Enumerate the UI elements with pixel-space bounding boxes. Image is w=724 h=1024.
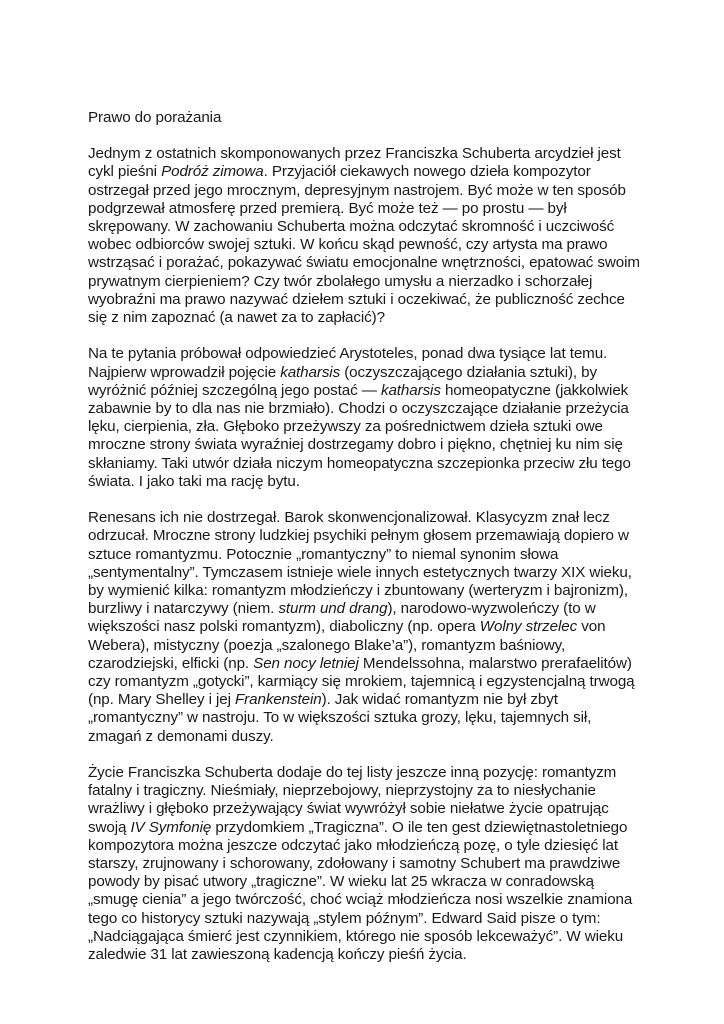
italic-text: katharsis: [280, 363, 341, 381]
text-run: von Webera), mistyczny (poezja „szalonego Blake’a”), romantyzm baśniowy, czarodziejski, elficki (np.: [88, 618, 606, 672]
italic-text: katharsis: [380, 381, 441, 399]
text-run: . Przyjaciół ciekawych nowego dzieła kompozytor ostrzegał przed jego mrocznym, depresyjnym nastrojem. Być może w ten sposób podgrzewał atmosferę przed premierą. Być może też — po prostu — był skrępowany. W zachowaniu Schuberta można odczytać skromność i uczciwość wobec odbiorców swojej sztuki. W końcu skąd pewność, czy artysta ma prawo wstrząsać i porażać, pokazywać światu emocjonalne wnętrzności, epatować swoim prywatnym cierpieniem? Czy twór zbolałego umysłu a nierzadko i schorzałej wyobraźni ma prawo nazywać dziełem sztuki i oczekiwać, że publiczność zechce się z nim zapoznać (a nawet za to zapłacić)?: [88, 163, 640, 327]
paragraph: [88, 509, 648, 746]
text-run: homeopatyczne (jakkolwiek zabawnie by to dla nas nie brzmiało). Chodzi o oczyszczające działanie przeżycia lęku, cierpienia, zła. Głęboko przeżywszy za pośrednictwem dzieła sztuki owe mroczne strony świata wyraźniej dostrzegamy dobro i piękno, chętniej ku nim się skłaniamy. Taki utwór działa niczym homeopatyczna szczepionka przeciw złu tego świata. I jako taki ma rację bytu.: [88, 381, 631, 490]
paragraph: [88, 345, 648, 491]
italic-text: Frankenstein: [235, 691, 322, 709]
paragraph: [88, 764, 648, 964]
text-run: ). Jak widać romantyzm nie był zbyt „romantyczny” w nastroju. To w większości sztuka grozy, lęku, tajemnych sił, zmagań z demonami duszy.: [88, 691, 592, 745]
document-page: [88, 109, 648, 982]
text-run: Życie Franciszka Schuberta dodaje do tej listy jeszcze inną pozycję: romantyzm fatalny i tragiczny. Nieśmiały, nieprzebojowy, nieprzystojny za to niesłychanie wrażliwy i głęboko przeżywający świat wywróżył sobie niełatwe życie opatrując swoją: [88, 764, 617, 836]
text-run: przydomkiem „Tragiczna”. O ile ten gest dziewiętnastoletniego kompozytora można jeszcze odczytać jako młodzieńczą pozę, o tyle dziesięć lat starszy, zrujnowany i schorowany, zdołowany i samotny Schubert ma prawdziwe powody by pisać utwory „tragiczne”. W wieku lat 25 wkracza w conradowską „smugę cienia” a jego twórczość, choć wciąż młodzieńcza nosi wszelkie znamiona tego co historycy sztuki nazywają „stylem późnym”. Edward Said pisze o tym: „Nadciągająca śmierć jest czynnikiem, którego nie sposób lekceważyć”. W wieku zaledwie 31 lat zawieszoną kadencją kończy pieśń życia.: [88, 818, 633, 964]
paragraph: [88, 145, 648, 327]
text-run: Mendelssohna, malarstwo prerafaelitów) czy romantyzm „gotycki”, karmiący się mrokiem, tajemnicą i egzystencjalną trwogą (np. Mary Shelley i jej: [88, 654, 635, 709]
text-run: Na te pytania próbował odpowiedzieć Arystoteles, ponad dwa tysiące lat temu. Najpierw wprowadził pojęcie: [88, 345, 608, 381]
document-body: [88, 145, 648, 964]
text-run: (oczyszczającego działania sztuki), by wyróżnić później szczególną jego postać —: [88, 363, 598, 399]
text-run: ), narodowo-wyzwoleńczy (to w większości nasz polski romantyzm), diaboliczny (np. opera: [88, 600, 596, 636]
italic-text: sturm und drang: [278, 600, 388, 618]
text-run: Renesans ich nie dostrzegał. Barok skonwencjonalizował. Klasycyzm znał lecz odrzucał. Mroczne strony ludzkiej psychiki pełnym głosem przemawiają dopiero w sztuce romantyzmu. Potocznie „romantyczny” to niemal synonim słowa „sentymentalny”. Tymczasem istnieje wiele innych estetycznych twarzy XIX wieku, by wymienić kilka: romantyzm młodzieńczy i zbuntowany (werteryzm i bajronizm), burzliwy i natarczywy (niem.: [88, 509, 632, 618]
document-title: Prawo do porażania: [88, 109, 222, 126]
italic-text: Podróż zimowa: [161, 163, 264, 181]
italic-text: Sen nocy letniej: [253, 654, 359, 672]
italic-text: IV Symfonię: [130, 818, 212, 836]
text-run: Jednym z ostatnich skomponowanych przez Franciszka Schuberta arcydzieł jest cykl pieśni: [88, 145, 621, 181]
italic-text: Wolny strzelec: [479, 618, 578, 636]
